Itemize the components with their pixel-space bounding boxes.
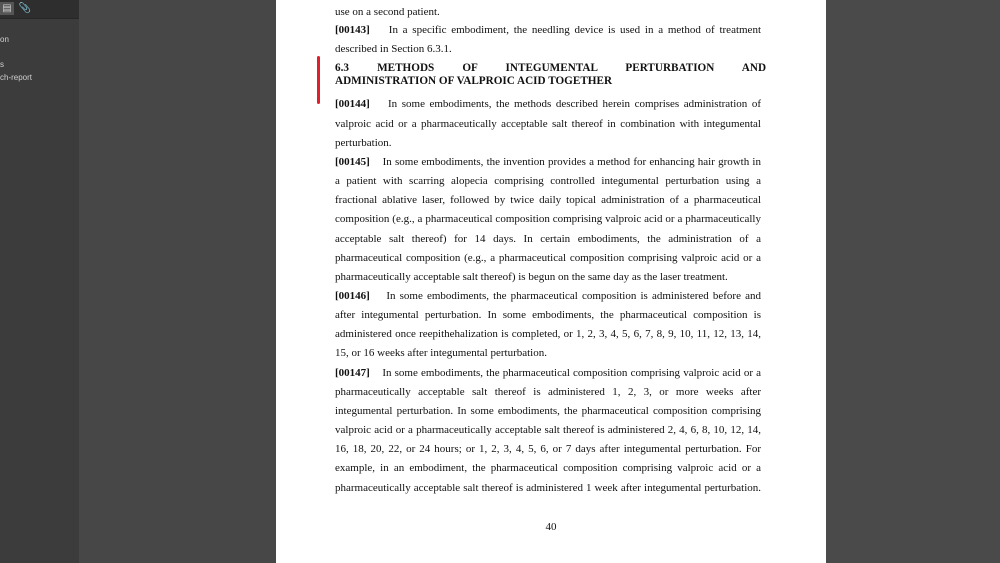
line-text: valproic acid or a pharmaceutically acceptable salt thereof in combination with integumental: [335, 118, 761, 130]
line-text: 15, or 16 weeks after integumental perturbation.: [335, 347, 547, 359]
line-text: In some embodiments, the pharmaceutical composition is administered before and: [369, 290, 761, 302]
text-line: [335, 367, 761, 379]
attachment-icon[interactable]: 📎: [18, 3, 32, 14]
text-line: [335, 309, 761, 321]
text-line: [335, 482, 761, 494]
text-line: [335, 328, 761, 340]
text-line: [335, 347, 547, 359]
section-heading-line-2: ADMINISTRATION OF VALPROIC ACID TOGETHER: [335, 75, 613, 87]
viewer-gutter-right: [826, 0, 1000, 563]
text-line: [335, 213, 761, 225]
line-text: pharmaceutical composition (e.g., a pharmaceutical composition comprising valproic acid or a: [335, 252, 761, 264]
text-line: [335, 252, 761, 264]
text-line: [335, 98, 761, 110]
text-line: [335, 443, 761, 455]
text-line: [335, 462, 761, 474]
sidebar-toolbar: [0, 0, 79, 19]
line-text: In a specific embodiment, the needling device is used in a method of treatment: [369, 24, 761, 36]
line-text: acceptable salt thereof) for 14 days. In certain embodiments, the administration of a: [335, 233, 761, 245]
text-line: [335, 175, 761, 187]
line-text: use on a second patient.: [335, 6, 440, 18]
line-text: In some embodiments, the pharmaceutical composition comprising valproic acid or a: [369, 367, 761, 379]
sidebar-item-1[interactable]: on: [0, 35, 9, 44]
sidebar-panel: [0, 0, 79, 563]
line-text: In some embodiments, the invention provides a method for enhancing hair growth in: [369, 156, 761, 168]
line-text: example, in an embodiment, the pharmaceutical composition comprising valproic acid or a: [335, 462, 761, 474]
line-text: composition (e.g., a pharmaceutical composition comprising valproic acid or a pharmaceutically: [335, 213, 761, 225]
sidebar-item-3[interactable]: ch-report: [0, 73, 33, 82]
line-text: pharmaceutically acceptable salt thereof is administered 1 week after integumental perturbation.: [335, 482, 761, 494]
text-line: [335, 118, 761, 130]
line-text: administered once reepithehalization is completed, or 1, 2, 3, 4, 5, 6, 7, 8, 9, 10, 11, 12, 13, 14,: [335, 328, 761, 340]
text-line: [335, 405, 761, 417]
text-line: [335, 386, 761, 398]
line-text: 16, 18, 20, 22, or 24 hours; or 1, 2, 3, 4, 5, 6, or 7 days after integumental perturbation. For: [335, 443, 761, 455]
paragraph-number: [00147]: [335, 367, 370, 379]
thumbnails-tab-icon[interactable]: ▤: [0, 2, 14, 15]
line-text: after integumental perturbation. In some embodiments, the pharmaceutical composition is: [335, 309, 761, 321]
line-text: pharmaceutically acceptable salt thereof is administered 1, 2, 3, or more weeks after: [335, 386, 761, 398]
line-text: described in Section 6.3.1.: [335, 43, 452, 55]
text-line: [335, 271, 728, 283]
text-line: [335, 194, 761, 206]
text-line: [335, 290, 761, 302]
section-heading-line-1: 6.3 METHODS OF INTEGUMENTAL PERTURBATION AND: [335, 62, 767, 74]
line-text: a patient with scarring alopecia comprising controlled integumental perturbation using a: [335, 175, 761, 187]
page-number: 40: [545, 521, 557, 533]
line-text: fractional ablative laser, followed by twice daily topical administration of a pharmaceutical: [335, 194, 761, 206]
text-line: [335, 424, 761, 436]
text-line: [335, 24, 761, 36]
text-line: [335, 6, 440, 18]
annotation-red-mark: [317, 56, 320, 104]
viewer-gutter-left: [79, 0, 276, 563]
paragraph-number: [00146]: [335, 290, 370, 302]
document-page: [276, 0, 826, 563]
text-line: [335, 233, 761, 245]
paragraph-number: [00145]: [335, 156, 370, 168]
sidebar-item-2[interactable]: s: [0, 60, 4, 69]
text-line: [335, 43, 452, 55]
paragraph-number: [00143]: [335, 24, 370, 36]
line-text: integumental perturbation. In some embodiments, the pharmaceutical composition comprising: [335, 405, 761, 417]
paragraph-number: [00144]: [335, 98, 370, 110]
line-text: perturbation.: [335, 137, 392, 149]
text-line: [335, 137, 392, 149]
text-line: [335, 156, 761, 168]
line-text: valproic acid or a pharmaceutically acceptable salt thereof is administered 2, 4, 6, 8, 10, 12, 14,: [335, 424, 761, 436]
line-text: In some embodiments, the methods described herein comprises administration of: [369, 98, 761, 110]
line-text: pharmaceutically acceptable salt thereof) is begun on the same day as the laser treatment.: [335, 271, 728, 283]
